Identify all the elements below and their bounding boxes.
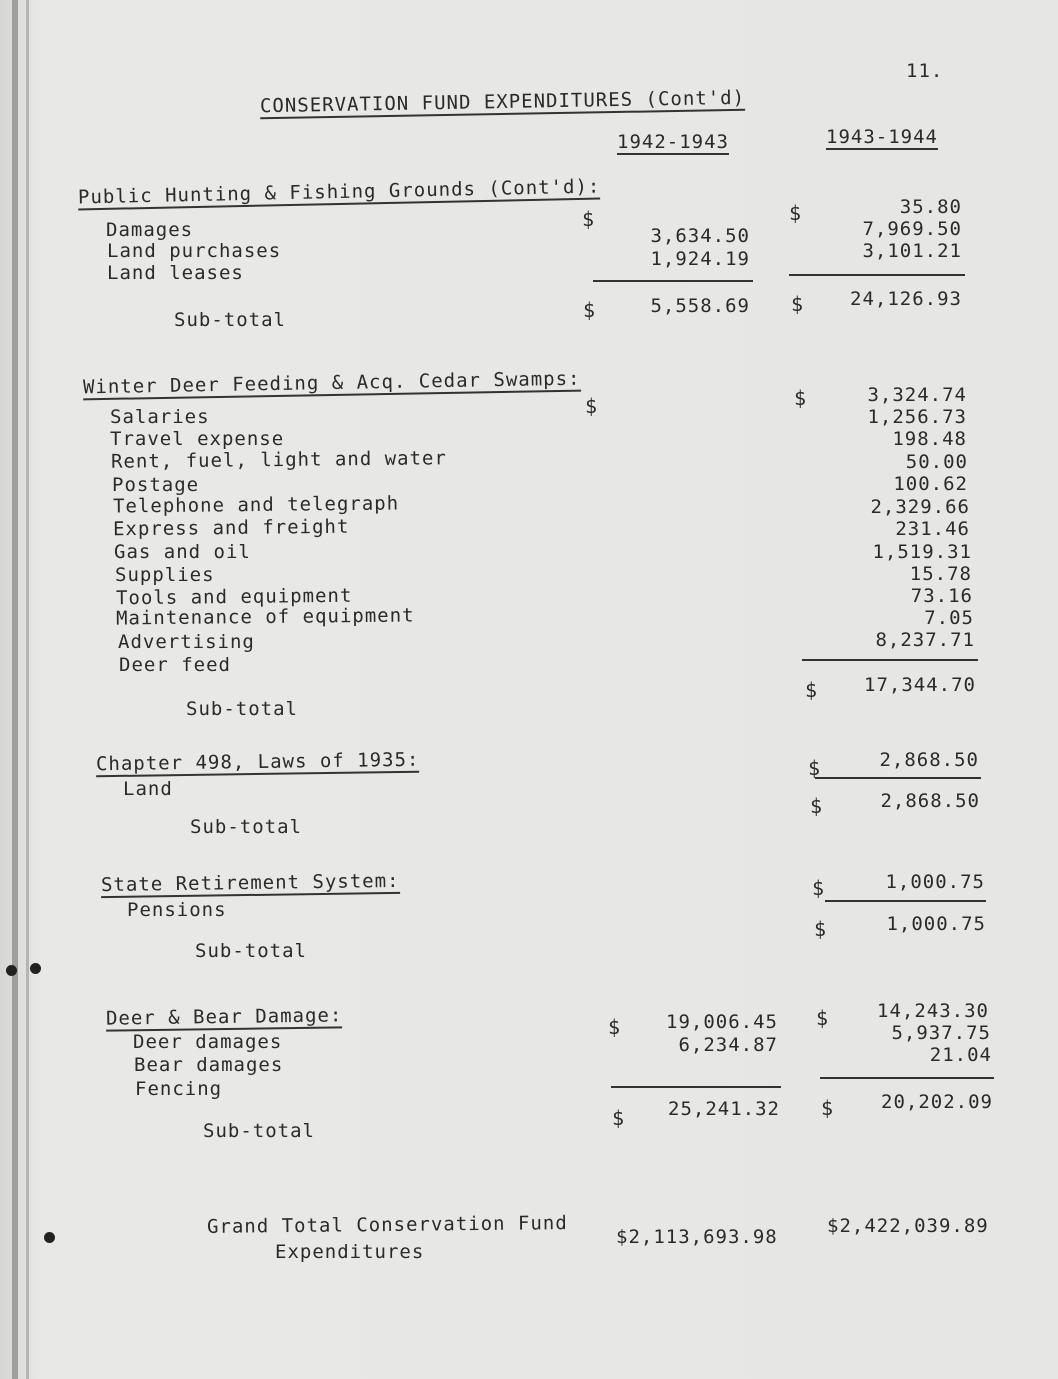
- value-1943: 8,237.71: [875, 629, 975, 651]
- line-item-label: Land: [123, 778, 173, 800]
- line-item-label: Express and freight: [112, 515, 350, 541]
- section-heading-public-hunting: Public Hunting & Fishing Grounds (Cont'd):: [77, 175, 601, 209]
- line-item-label: Maintenance of equipment: [115, 604, 415, 630]
- dollar-sign: $: [794, 386, 807, 410]
- line-item-label: Land purchases: [107, 240, 282, 262]
- binding-edge: [12, 0, 18, 1379]
- subtotal-rule: [820, 1077, 994, 1079]
- dollar-sign: $: [612, 1106, 625, 1130]
- binder-hole-mark: [30, 963, 41, 974]
- subtotal-rule: [611, 1086, 781, 1088]
- dollar-sign: $: [812, 876, 825, 900]
- subtotal-1943: 2,868.50: [880, 790, 980, 812]
- value-1943: 50.00: [905, 451, 968, 473]
- subtotal-rule: [789, 274, 965, 276]
- value-1943: 1,519.31: [872, 541, 972, 563]
- line-item-label: Damages: [106, 219, 194, 241]
- value-1942: 1,924.19: [650, 248, 750, 270]
- subtotal-label: Sub-total: [190, 816, 302, 838]
- subtotal-rule: [825, 900, 986, 902]
- subtotal-1942: 5,558.69: [650, 295, 750, 317]
- line-item-label: Telephone and telegraph: [112, 492, 400, 518]
- value-1943: 3,324.74: [867, 384, 967, 406]
- value-1943: 2,868.50: [879, 749, 979, 771]
- subtotal-1943: 17,344.70: [864, 674, 976, 696]
- subtotal-1943: 24,126.93: [850, 288, 962, 310]
- value-1943: 15.78: [909, 563, 972, 585]
- dollar-sign: $: [814, 917, 827, 941]
- subtotal-1943: 1,000.75: [886, 913, 986, 935]
- section-heading-deer-bear-damage: Deer & Bear Damage:: [105, 1004, 343, 1030]
- line-item-label: Postage: [112, 474, 200, 496]
- subtotal-rule: [815, 777, 981, 779]
- line-item-label: Tools and equipment: [115, 584, 353, 610]
- line-item-label: Supplies: [115, 564, 215, 586]
- value-1942: 3,634.50: [650, 225, 750, 247]
- subtotal-label: Sub-total: [203, 1120, 315, 1142]
- line-item-label: Travel expense: [110, 428, 285, 450]
- line-item-label: Fencing: [135, 1078, 223, 1100]
- line-item-label: Rent, fuel, light and water: [110, 447, 447, 473]
- value-1943: 3,101.21: [862, 240, 962, 262]
- dollar-sign: $: [583, 298, 596, 322]
- dollar-sign: $: [808, 756, 821, 780]
- value-1943: 100.62: [893, 473, 968, 495]
- value-1943: 7,969.50: [862, 218, 962, 240]
- line-item-label: Bear damages: [134, 1054, 284, 1076]
- subtotal-rule: [593, 280, 753, 282]
- subtotal-1942: 25,241.32: [668, 1098, 780, 1120]
- dollar-sign: $: [821, 1096, 834, 1120]
- dollar-sign: $: [789, 201, 802, 225]
- value-1943: 1,000.75: [885, 871, 985, 893]
- value-1943: 5,937.75: [891, 1022, 991, 1044]
- line-item-label: Gas and oil: [114, 541, 251, 563]
- value-1943: 14,243.30: [877, 1000, 989, 1022]
- value-1943: 231.46: [895, 518, 970, 540]
- section-heading-winter-deer-feeding: Winter Deer Feeding & Acq. Cedar Swamps:: [82, 367, 581, 399]
- dollar-sign: $: [582, 207, 595, 231]
- line-item-label: Deer feed: [119, 654, 231, 676]
- section-heading-chapter-498: Chapter 498, Laws of 1935:: [95, 748, 420, 776]
- page-title: CONSERVATION FUND EXPENDITURES (Cont'd): [259, 86, 746, 118]
- binder-hole-mark: [44, 1232, 55, 1243]
- value-1943: 73.16: [910, 585, 973, 607]
- dollar-sign: $: [810, 794, 823, 818]
- dollar-sign: $: [608, 1015, 621, 1039]
- dollar-sign: $: [791, 292, 804, 316]
- subtotal-1943: 20,202.09: [881, 1091, 993, 1113]
- line-item-label: Salaries: [110, 406, 210, 428]
- grand-total-1942: $2,113,693.98: [616, 1226, 778, 1248]
- value-1943: 7.05: [924, 607, 974, 629]
- column-header-1943-1944: 1943-1944: [826, 126, 938, 148]
- value-1943: 2,329.66: [870, 496, 970, 518]
- value-1942: 6,234.87: [678, 1034, 778, 1056]
- grand-total-1943: $2,422,039.89: [827, 1215, 989, 1237]
- grand-total-label-line2: Expenditures: [275, 1241, 425, 1263]
- binder-hole-mark: [6, 965, 17, 976]
- subtotal-label: Sub-total: [174, 309, 286, 331]
- grand-total-label: Grand Total Conservation Fund: [206, 1212, 568, 1238]
- value-1943: 21.04: [929, 1044, 992, 1066]
- dollar-sign: $: [805, 678, 818, 702]
- line-item-label: Pensions: [127, 899, 227, 921]
- dollar-sign: $: [585, 394, 598, 418]
- value-1943: 1,256.73: [867, 406, 967, 428]
- line-item-label: Land leases: [107, 262, 244, 284]
- dollar-sign: $: [816, 1006, 829, 1030]
- subtotal-rule: [802, 659, 978, 661]
- value-1943: 35.80: [899, 196, 962, 218]
- section-heading-state-retirement: State Retirement System:: [100, 869, 400, 897]
- column-header-1942-1943: 1942-1943: [617, 131, 729, 153]
- page-number: 11.: [906, 60, 944, 82]
- line-item-label: Advertising: [118, 631, 255, 653]
- value-1942: 19,006.45: [666, 1011, 778, 1033]
- subtotal-label: Sub-total: [195, 940, 307, 962]
- value-1943: 198.48: [892, 428, 967, 450]
- line-item-label: Deer damages: [133, 1031, 283, 1053]
- binding-edge-inner: [26, 0, 29, 1379]
- subtotal-label: Sub-total: [186, 698, 298, 720]
